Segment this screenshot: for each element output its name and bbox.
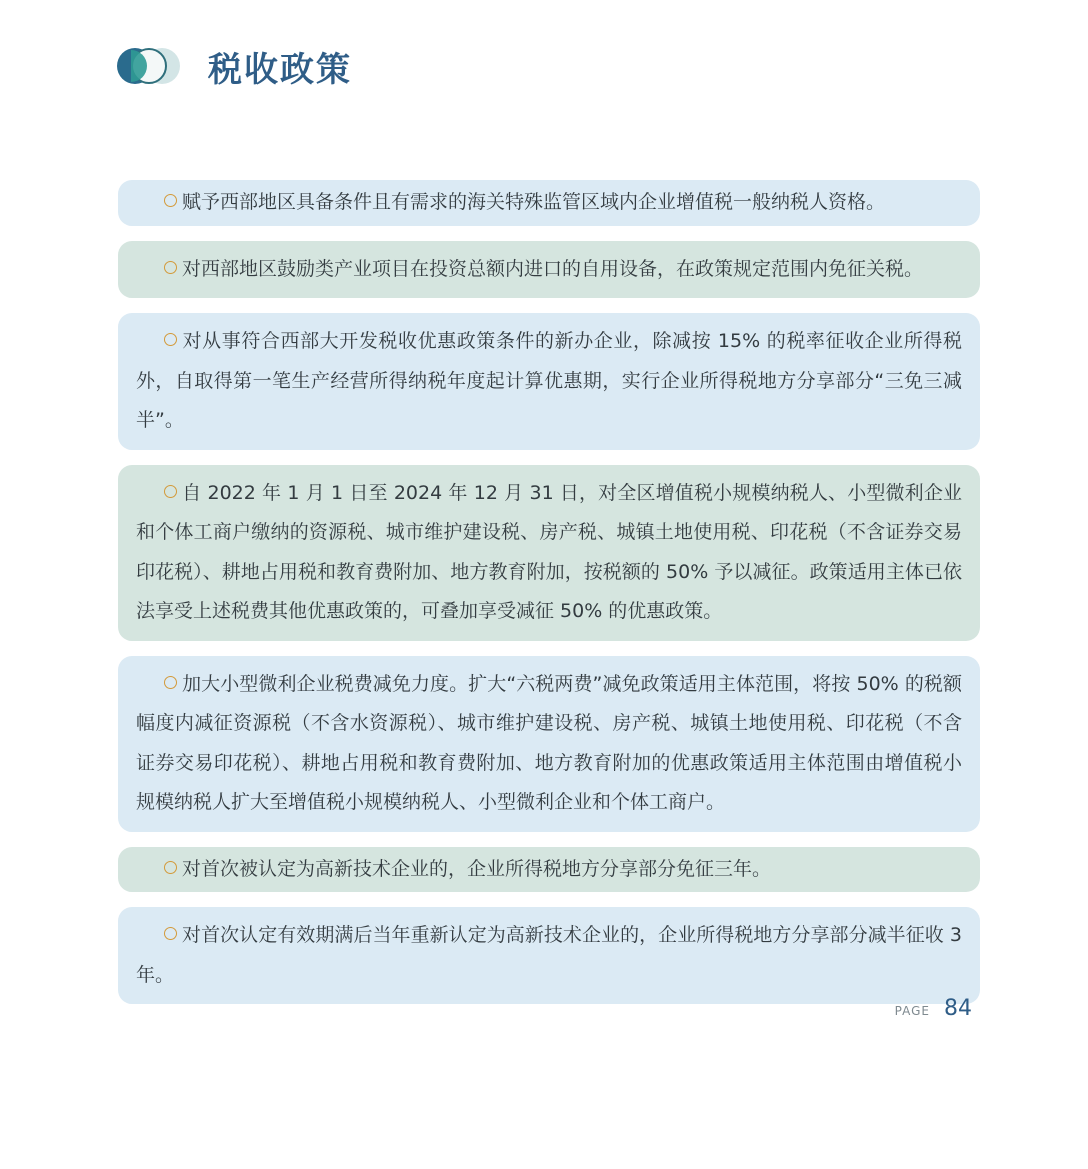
page-label: PAGE xyxy=(894,1004,930,1018)
circle-bullet-icon xyxy=(164,861,177,874)
policy-list xyxy=(118,180,980,1019)
policy-item-text: 赋予西部地区具备条件且有需求的海关特殊监管区域内企业增值税一般纳税人资格。 xyxy=(182,191,886,213)
policy-item xyxy=(118,907,980,1004)
policy-item-text: 对从事符合西部大开发税收优惠政策条件的新办企业，除减按 15% 的税率征收企业所得税外，自取得第一笔生产经营所得纳税年度起计算优惠期，实行企业所得税地方分享部分“三免三减半”。 xyxy=(136,330,962,431)
policy-item-text: 自 2022 年 1 月 1 日至 2024 年 12 月 31 日，对全区增值税小规模纳税人、小型微利企业和个体工商户缴纳的资源税、城市维护建设税、房产税、城镇土地使用税、印花税（不含证券交易印花税）、耕地占用税和教育费附加、地方教育附加，按税额的 50% 予以减征。政策适用主体已依法享受上述税费其他优惠政策的，可叠加享受减征 50% 的优惠政策。 xyxy=(136,481,962,622)
policy-item xyxy=(118,847,980,893)
policy-item-text: 对首次认定有效期满后当年重新认定为高新技术企业的，企业所得税地方分享部分减半征收 3 年。 xyxy=(136,924,962,986)
circle-bullet-icon xyxy=(164,485,177,498)
policy-item xyxy=(118,180,980,226)
policy-item-text: 对西部地区鼓励类产业项目在投资总额内进口的自用设备，在政策规定范围内免征关税。 xyxy=(182,257,924,280)
circle-bullet-icon xyxy=(164,261,177,274)
page-number: 84 xyxy=(944,996,972,1021)
circle-bullet-icon xyxy=(164,676,177,689)
page-title: 税收政策 xyxy=(208,49,352,90)
circle-bullet-icon xyxy=(164,927,177,940)
policy-item xyxy=(118,465,980,641)
page-footer xyxy=(895,996,972,1021)
overlapping-circles-logo-icon xyxy=(116,46,182,86)
policy-item xyxy=(118,313,980,450)
policy-item xyxy=(118,656,980,832)
circle-bullet-icon xyxy=(164,194,177,207)
page-header xyxy=(116,44,352,88)
policy-item-text: 对首次被认定为高新技术企业的，企业所得税地方分享部分免征三年。 xyxy=(182,857,772,880)
policy-item-text: 加大小型微利企业税费减免力度。扩大“六税两费”减免政策适用主体范围，将按 50% 的税额幅度内减征资源税（不含水资源税）、城市维护建设税、房产税、城镇土地使用税、印花税（不含证券交易印花税）、耕地占用税和教育费附加、地方教育附加的优惠政策适用主体范围由增值税小规模纳税人扩大至增值税小规模纳税人、小型微利企业和个体工商户。 xyxy=(136,672,962,813)
circle-bullet-icon xyxy=(164,333,177,346)
policy-item xyxy=(118,241,980,299)
